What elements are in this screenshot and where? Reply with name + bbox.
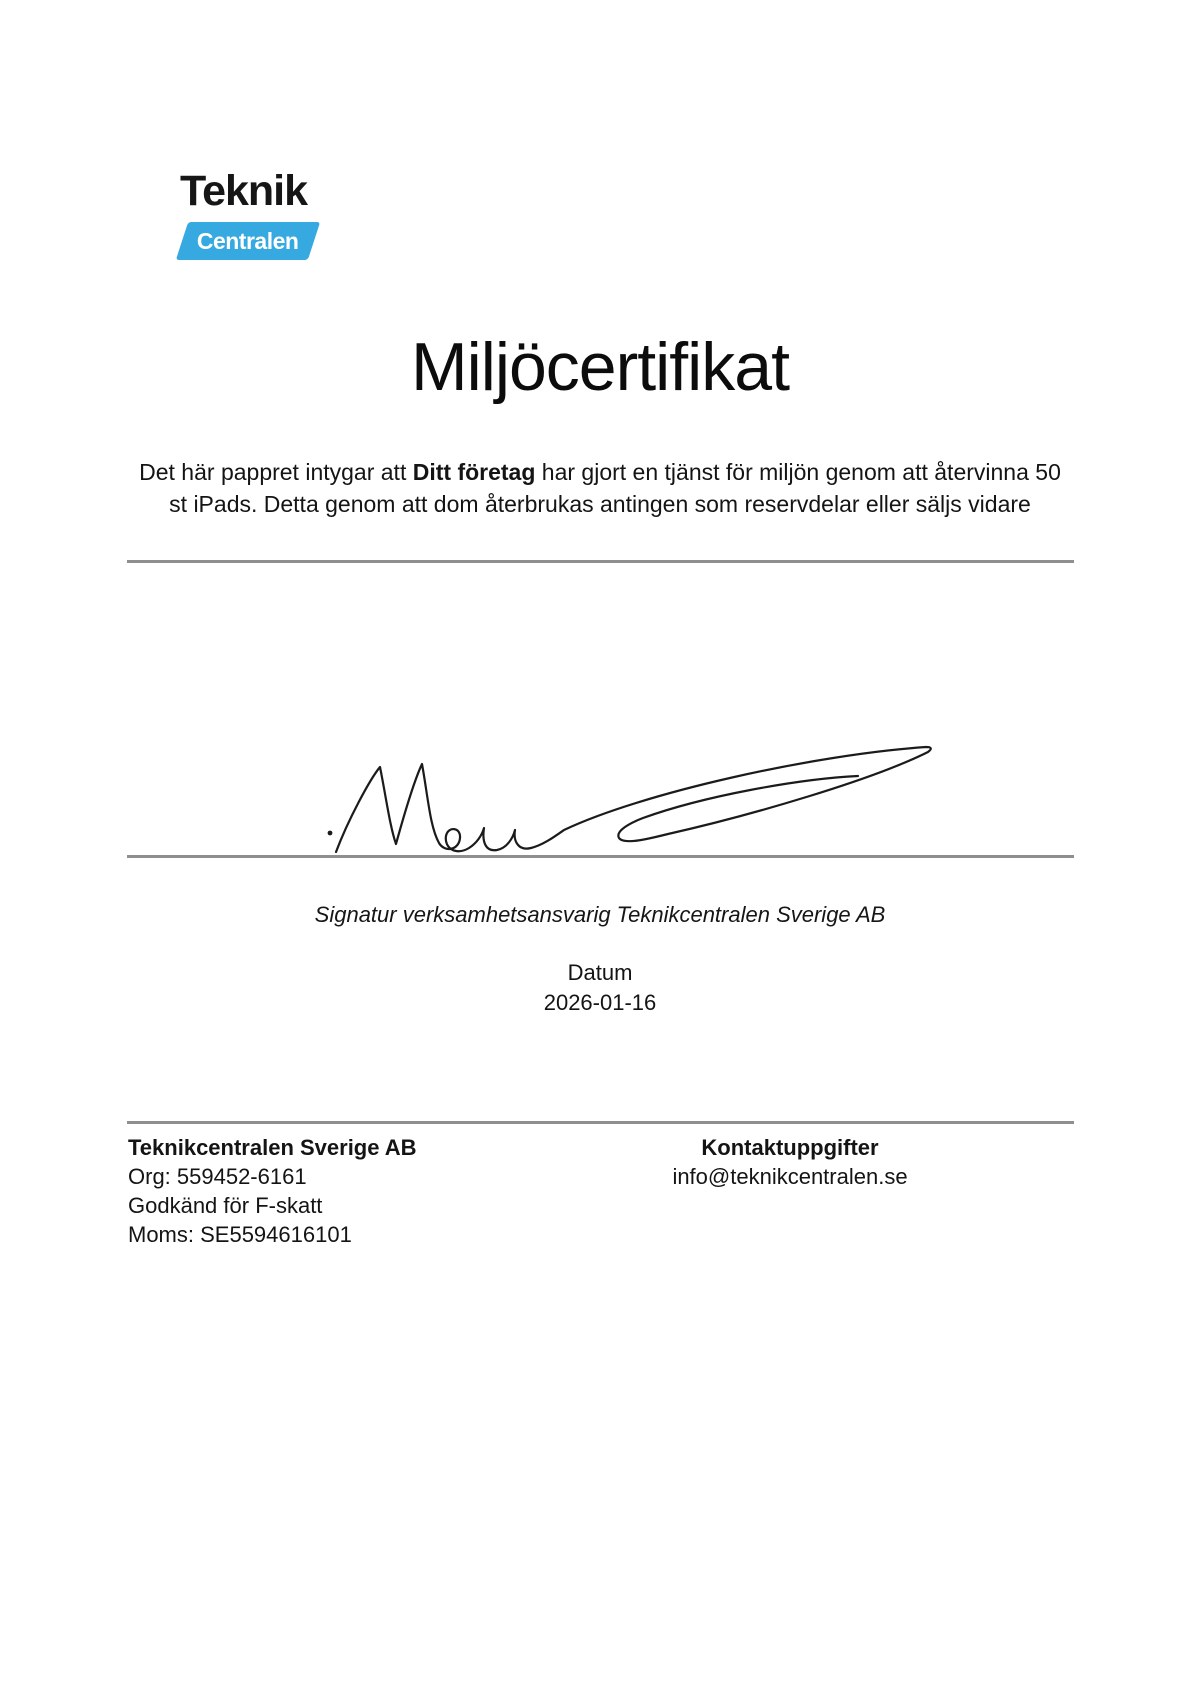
divider	[127, 1121, 1074, 1124]
logo-word-centralen: Centralen	[197, 227, 299, 254]
date-block	[0, 958, 1200, 1018]
signature-stroke	[336, 747, 931, 852]
signature	[312, 735, 937, 855]
footer-company-info	[128, 1133, 417, 1249]
date-value: 2026-01-16	[543, 990, 657, 1015]
date-label: Datum	[567, 960, 633, 985]
signature-dot	[328, 831, 333, 836]
footer-contact-heading: Kontaktuppgifter	[701, 1135, 879, 1160]
intro-paragraph	[90, 456, 1110, 520]
footer-contact-info	[590, 1133, 990, 1191]
divider	[127, 560, 1074, 563]
footer-fskatt: Godkänd för F-skatt	[128, 1193, 323, 1218]
divider	[127, 855, 1074, 858]
logo-badge	[176, 222, 320, 260]
footer-org-number: Org: 559452-6161	[128, 1164, 307, 1189]
signature-svg	[312, 735, 937, 855]
intro-line1-post: har gjort en tjänst för miljön genom att återvinna 50	[535, 459, 1061, 485]
footer-company-name: Teknikcentralen Sverige AB	[128, 1135, 417, 1160]
logo-word-teknik: Teknik	[180, 167, 308, 215]
company-logo	[172, 167, 332, 260]
intro-line1-pre: Det här pappret intygar att	[139, 459, 413, 485]
page-title: Miljöcertifikat	[411, 329, 789, 405]
intro-line2: st iPads. Detta genom att dom återbrukas antingen som reservdelar eller säljs vidare	[169, 491, 1031, 517]
intro-company-name: Ditt företag	[412, 459, 536, 485]
signature-caption: Signatur verksamhetsansvarig Teknikcentralen Sverige AB	[314, 902, 886, 927]
footer-vat-number: Moms: SE5594616101	[128, 1222, 352, 1247]
footer-contact-email: info@teknikcentralen.se	[672, 1164, 908, 1189]
